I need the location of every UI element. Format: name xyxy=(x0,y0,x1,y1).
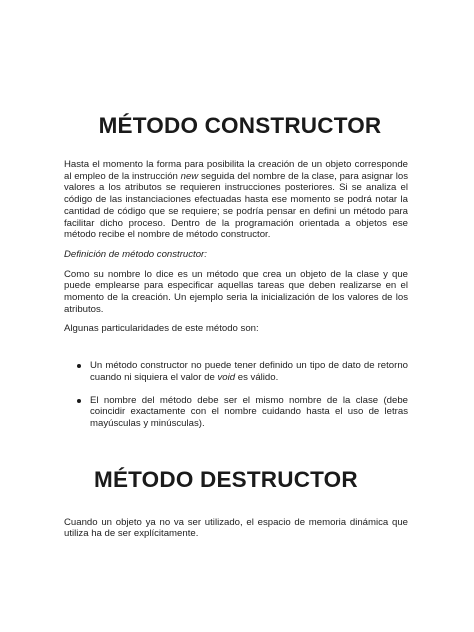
document-body xyxy=(64,113,408,540)
bullet-icon xyxy=(77,364,81,368)
list-item xyxy=(64,395,408,430)
bullet-icon xyxy=(77,399,81,403)
list-item-text-a: El nombre del método debe ser el mismo nombre de la clase (debe coincidir exactamente con el nombre cuidando hasta el uso de letras mayúsculas y minúsculas). xyxy=(90,394,408,429)
intro-text-a: Hasta el momento la forma para posibilita la creación de un objeto corresponde al empleo de la instrucción xyxy=(64,159,408,182)
intro-keyword-new: new xyxy=(180,170,199,182)
heading-metodo-destructor: MÉTODO DESTRUCTOR xyxy=(94,466,358,492)
paragraph-como-su-nombre: Como su nombre lo dice es un método que crea un objeto de la clase y que puede emplearse para especificar aquellas tareas que deben realizarse en el momento de la creación. Un ejemplo seria la inicialización de los valores de los atributos. xyxy=(64,268,408,315)
particularidades-list xyxy=(64,360,408,430)
paragraph-algunas: Algunas particularidades de este método son: xyxy=(64,323,259,335)
list-item-text-a: Un método constructor no puede tener definido un tipo de dato de retorno cuando ni siquiera el valor de xyxy=(90,360,408,383)
paragraph-definicion: Definición de método constructor: xyxy=(64,248,207,260)
paragraph-intro xyxy=(64,159,408,241)
list-item xyxy=(64,360,408,383)
intro-text-b: seguida del nombre de la clase, para asignar los valores a los atributos se requieren instrucciones posteriores. Si se analiza el código de las instanciaciones efectuadas hasta ese momento se podrá notar la cantidad de código que se requiere; se podría pensar en defini un método para facilitar dicho proceso. Dentro de la programación orientada a objetos ese método recibe el nombre de método constructor. xyxy=(64,170,408,241)
list-item-text-b: es válido. xyxy=(235,371,279,383)
paragraph-destructor: Cuando un objeto ya no va ser utilizado, el espacio de memoria dinámica que utiliza ha de ser explícitamente. xyxy=(64,516,408,540)
list-item-keyword-void: void xyxy=(217,371,236,383)
heading-metodo-constructor: MÉTODO CONSTRUCTOR xyxy=(98,113,382,138)
